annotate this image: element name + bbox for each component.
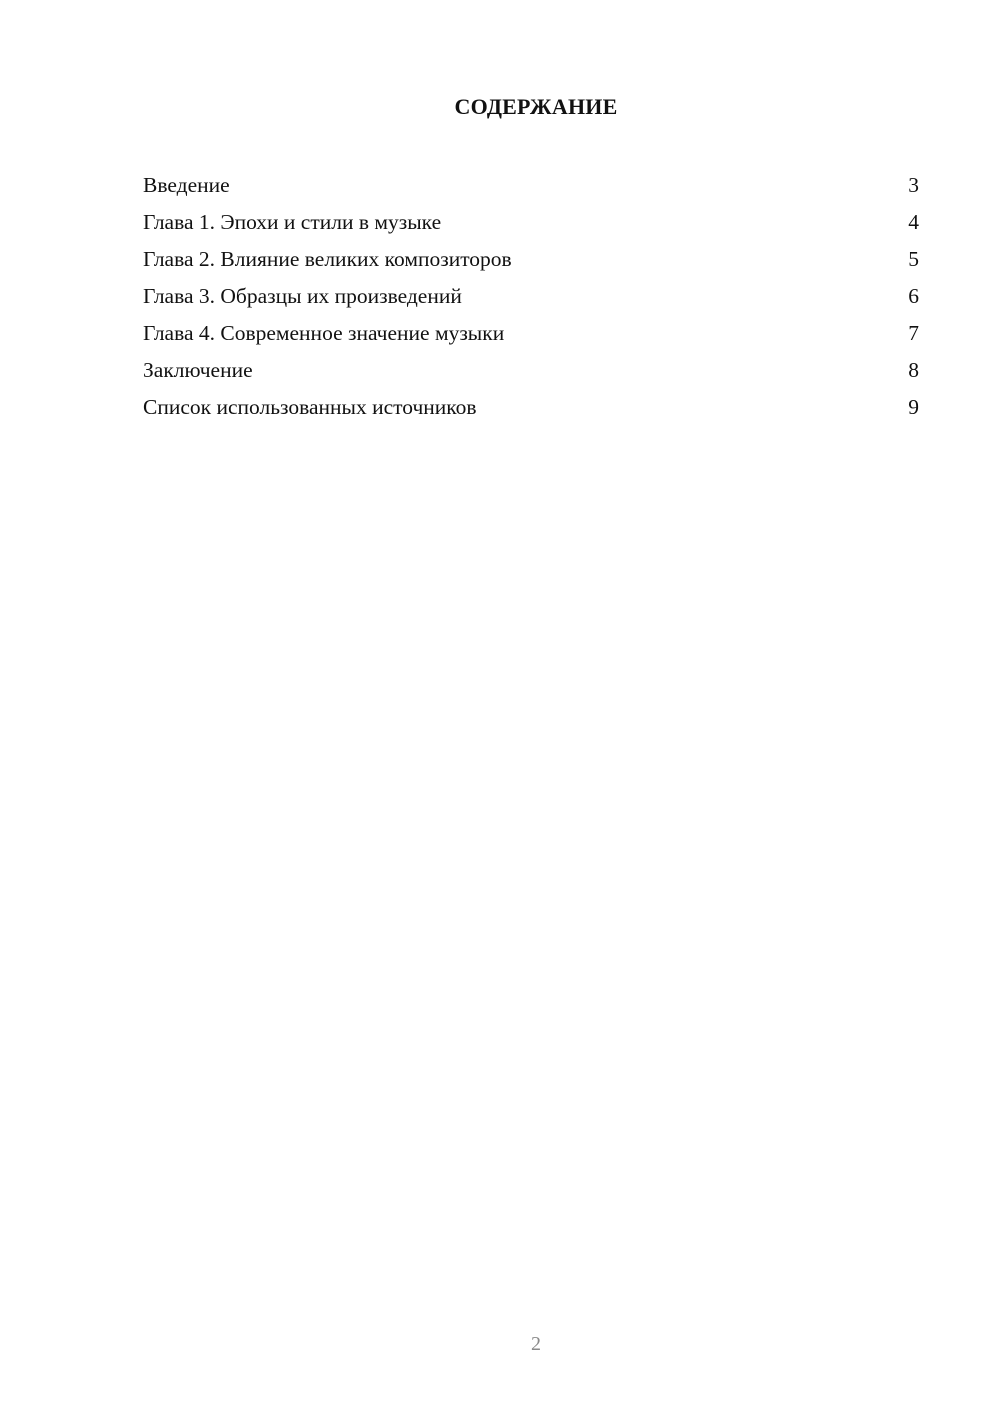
- toc-entry-title: Глава 3. Образцы их произведений: [143, 284, 462, 308]
- toc-entry-chapter-4: [143, 316, 919, 353]
- toc-entry-page: 4: [908, 210, 919, 234]
- toc-entry-page: 8: [908, 358, 919, 382]
- toc-entry-title: Список использованных источников: [143, 395, 477, 419]
- toc-entry-chapter-2: [143, 242, 919, 279]
- toc-entry-title: Глава 2. Влияние великих композиторов: [143, 247, 512, 271]
- toc-entry-introduction: [143, 168, 919, 205]
- toc-entry-chapter-3: [143, 279, 919, 316]
- toc-entry-page: 3: [908, 173, 919, 197]
- table-of-contents: [143, 168, 919, 427]
- toc-entry-page: 9: [908, 395, 919, 419]
- page-number: 2: [531, 1333, 541, 1355]
- toc-entry-page: 6: [908, 284, 919, 308]
- toc-entry-title: Введение: [143, 173, 230, 197]
- toc-entry-title: Заключение: [143, 358, 253, 382]
- toc-entry-title: Глава 1. Эпохи и стили в музыке: [143, 210, 442, 234]
- toc-entry-conclusion: [143, 353, 919, 390]
- toc-entry-page: 5: [908, 247, 919, 271]
- toc-entry-chapter-1: [143, 205, 919, 242]
- page-title: СОДЕРЖАНИЕ: [454, 94, 618, 119]
- toc-entry-references: [143, 390, 919, 427]
- toc-entry-title: Глава 4. Современное значение музыки: [143, 321, 505, 345]
- toc-entry-page: 7: [908, 321, 919, 345]
